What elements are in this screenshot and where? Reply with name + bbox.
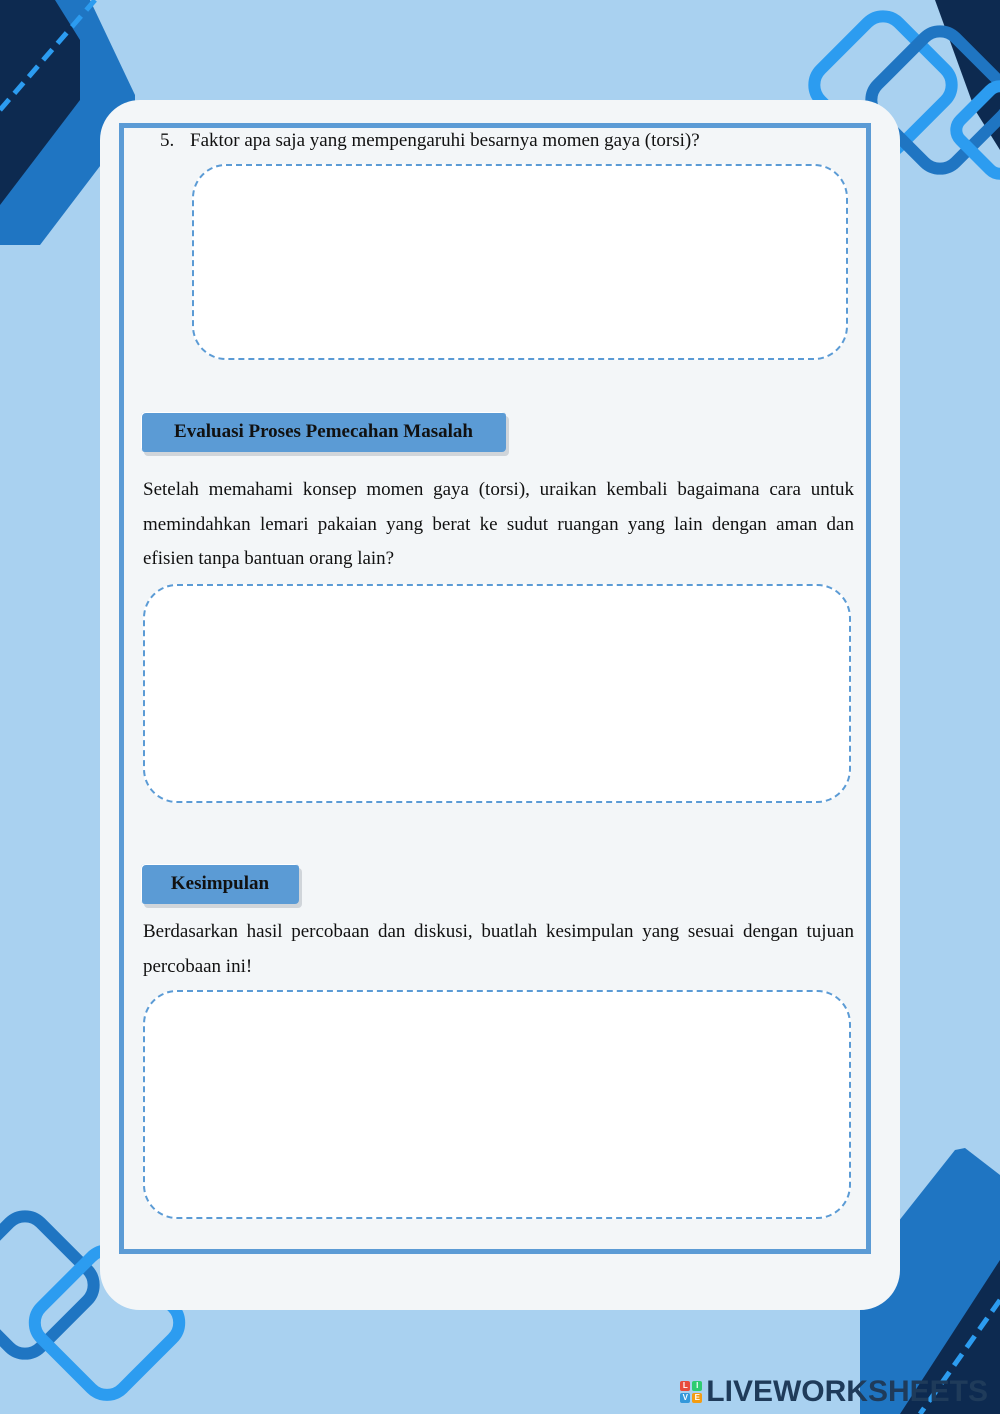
conclusion-prompt: Berdasarkan hasil percobaan dan diskusi, buatlah kesimpulan yang sesuai dengan tujuan percobaan ini! (143, 921, 854, 977)
answer-box-question-5[interactable] (192, 164, 848, 360)
conclusion-heading: Kesimpulan (141, 864, 299, 904)
question-5 (160, 129, 700, 153)
evaluation-heading: Evaluasi Proses Pemecahan Masalah (141, 412, 506, 452)
question-text: Faktor apa saja yang mempengaruhi besarnya momen gaya (torsi)? (190, 130, 700, 151)
question-number: 5. (160, 130, 175, 151)
evaluation-prompt: Setelah memahami konsep momen gaya (torsi), uraikan kembali bagaimana cara untuk memindahkan lemari pakaian yang berat ke sudut ruangan yang lain dengan aman dan efisien tanpa bantuan orang lain? (143, 479, 854, 569)
logo-mark-icon: L I V E (680, 1381, 702, 1403)
logo-text: LIVEWORKSHEETS (706, 1375, 988, 1408)
answer-box-evaluation[interactable] (143, 584, 851, 803)
answer-box-conclusion[interactable] (143, 990, 851, 1219)
liveworksheets-logo (680, 1375, 988, 1409)
